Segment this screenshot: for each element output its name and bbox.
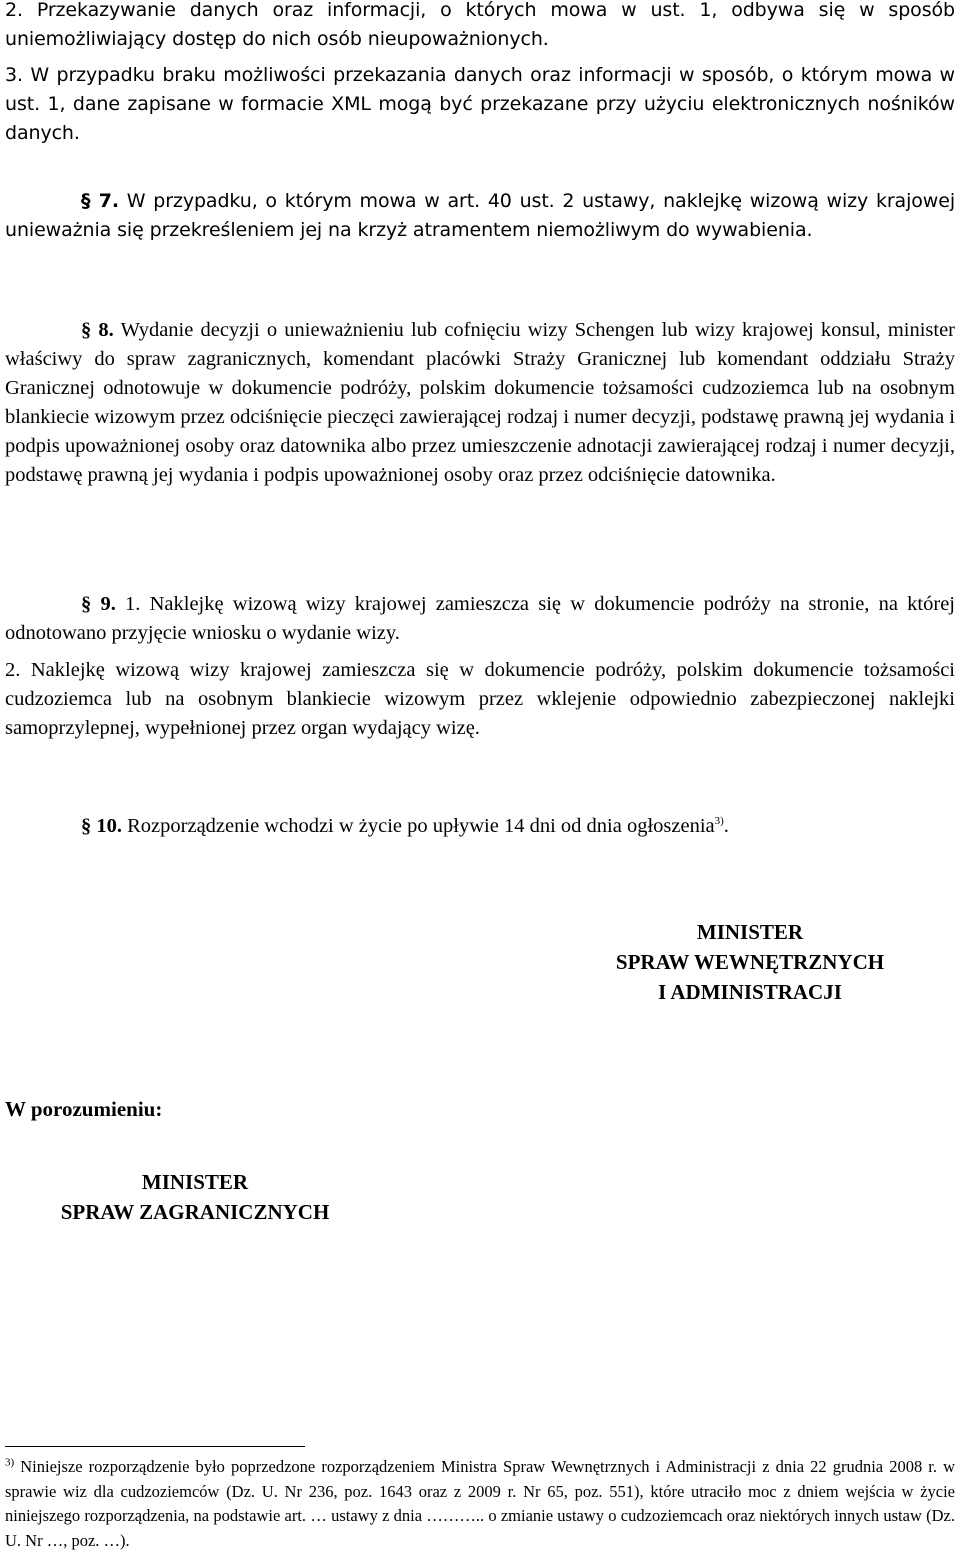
section-10-end: . [723, 815, 729, 837]
paragraph-2: 2. Przekazywanie danych oraz informacji, o których mowa w ust. 1, odbywa się w sposób uniemożliwiający dostęp do nich osób nieupoważnionych. [5, 0, 955, 50]
section-10-number: § 10. [81, 815, 122, 837]
signature-line: I ADMINISTRACJI [658, 980, 842, 1004]
signature-line: MINISTER [141, 1170, 249, 1194]
footnote-separator [5, 1446, 305, 1447]
signature-block-interior [560, 917, 940, 1007]
footnote-reference: 3) [714, 815, 724, 828]
signature-line: MINISTER [696, 920, 804, 944]
agreement-label: W porozumieniu: [5, 1097, 163, 1121]
paragraph-3: 3. W przypadku braku możliwości przekazania danych oraz informacji w sposób, o którym mowa w ust. 1, dane zapisane w formacie XML mogą być przekazane przy użyciu elektronicznych nośników danych. [5, 64, 955, 144]
section-9-number: § 9. [81, 593, 116, 615]
section-8 [5, 316, 955, 490]
section-8-text: Wydanie decyzji o unieważnieniu lub cofnięciu wizy Schengen lub wizy krajowej konsul, minister właściwy do spraw zagranicznych, komendant placówki Straży Granicznej lub komendant oddziału Straży Granicznej odnotowuje w dokumencie podróży, polskim dokumencie tożsamości cudzoziemca lub na osobnym blankiecie wizowym przez odciśnięcie pieczęci zawierającej rodzaj i numer decyzji, podstawę prawną jej wydania i podpis upoważnionej osoby oraz datownika albo przez umieszczenie adnotacji zawierającej rodzaj i numer decyzji, podstawę prawną jej wydania i podpis upoważnionej osoby oraz przez odciśnięcie datownika. [5, 319, 956, 486]
section-10-text: Rozporządzenie wchodzi w życie po upływie 14 dni od dnia ogłoszenia [122, 815, 715, 837]
signature-line: SPRAW WEWNĘTRZNYCH [615, 950, 885, 974]
section-10 [5, 812, 955, 841]
signature-line: SPRAW ZAGRANICZNYCH [60, 1200, 330, 1224]
footnote-marker: 3) [5, 1456, 15, 1469]
signature-block-foreign [10, 1167, 380, 1227]
section-7 [5, 187, 955, 245]
section-7-number: § 7. [81, 190, 120, 212]
section-9-text: 1. Naklejkę wizową wizy krajowej zamieszcza się w dokumencie podróży na stronie, na której odnotowano przyjęcie wniosku o wydanie wizy. [5, 593, 956, 644]
section-7-text: W przypadku, o którym mowa w art. 40 ust. 2 ustawy, naklejkę wizową wizy krajowej unieważnia się przekreśleniem jej na krzyż atramentem niemożliwym do wywabienia. [5, 190, 956, 241]
footnote-text: Niniejsze rozporządzenie było poprzedzone rozporządzeniem Ministra Spraw Wewnętrznych i Administracji z dnia 22 grudnia 2008 r. w sprawie wiz dla cudzoziemców (Dz. U. Nr 236, poz. 1643 oraz z 2009 r. Nr 65, poz. 551), które utraciło moc z dniem wejścia w życie niniejszego rozporządzenia, na podstawie art. … ustawy z dnia ……….. o zmianie ustawy o cudzoziemcach oraz niektórych innych ustaw (Dz. U. Nr …, poz. …). [5, 1457, 955, 1550]
footnote [5, 1455, 955, 1553]
section-8-number: § 8. [81, 319, 114, 341]
section-9 [5, 590, 955, 648]
section-9-paragraph-2: 2. Naklejkę wizową wizy krajowej zamieszcza się w dokumencie podróży, polskim dokumencie tożsamości cudzoziemca lub na osobnym blankiecie wizowym przez wklejenie odpowiednio zabezpieczonej naklejki samoprzylepnej, wypełnionej przez organ wydający wizę. [5, 659, 955, 739]
